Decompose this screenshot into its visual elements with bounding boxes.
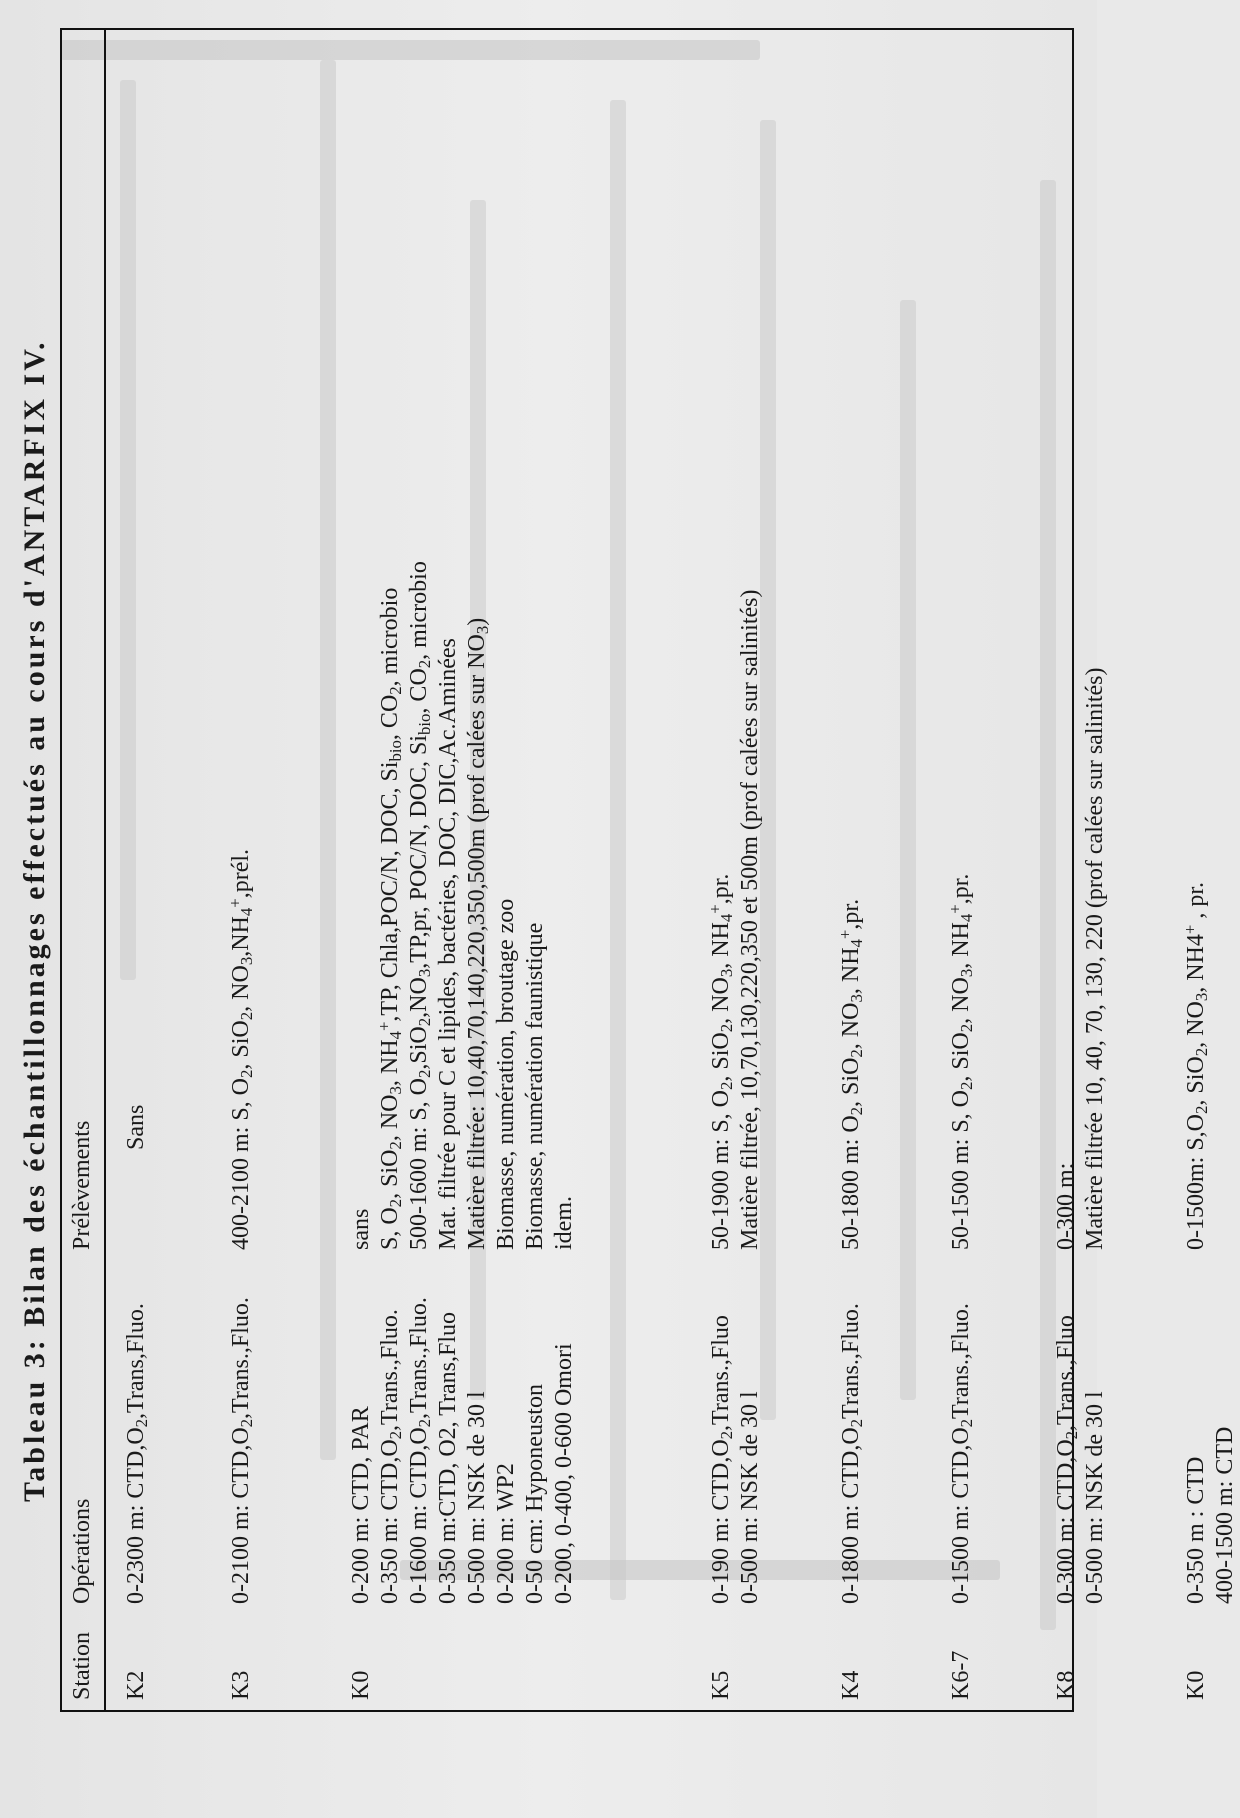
prelevement-line: 400-2100 m: S, $O_2$, SiO$_2$, $NO_3,NH_4^+,prél$. xyxy=(225,848,257,1250)
operation-line: 0-500 m: NSK de 30 l xyxy=(464,1391,490,1604)
operation-line: 0-350 m: $CTD,O_2,Trans.,Fluo$. xyxy=(377,1309,406,1604)
operation-line: 0-200, 0-400, 0-600 Omori xyxy=(551,1343,577,1604)
operation-line: 0-350 m : CTD xyxy=(1183,1456,1209,1604)
prelevement-line: Matière filtrée 10, 40, 70, 130, 220 (prof calées sur salinités) xyxy=(1082,667,1108,1250)
prelevements-cell xyxy=(347,561,579,1250)
operation-line: 0-2300 m: $CTD,O_2,Trans,Fluo$. xyxy=(123,1303,152,1604)
table-title: Tableau 3: Bilan des échantillonnages effectués au cours d'ANTARFIX IV. xyxy=(18,339,51,1502)
header-station: Station xyxy=(69,1631,95,1700)
station-cell: K2 xyxy=(123,1670,149,1700)
operation-line: 0-190 m: $CTD,O_2,Trans.,Fluo$ xyxy=(708,1315,737,1604)
prelevements-cell xyxy=(1182,882,1211,1250)
prelevement-line: 50-1800 m: $O_2$, SiO$_2$, $NO_3$, $NH_4^+,pr$. xyxy=(835,898,867,1250)
prelevement-line: Matière filtrée: 10,40,70,140,220,350,500m (prof calées sur $NO_3$) xyxy=(464,617,493,1250)
operations-cell xyxy=(1182,1212,1240,1604)
station-cell: K8 xyxy=(1053,1670,1079,1700)
station-cell: K6-7 xyxy=(948,1650,974,1700)
operation-line: 0-1600 m: $CTD,O_2,Trans.,Fluo$. xyxy=(406,1297,435,1604)
station-cell: K3 xyxy=(228,1670,254,1700)
prelevement-line: 0-1500m: $S,O_2$, SiO$_2$, $NO_3$, NH4+ , pr. xyxy=(1180,881,1212,1250)
prelevements-cell xyxy=(227,849,256,1250)
operation-line: 0-50 cm: Hyponeuston xyxy=(522,1384,548,1604)
station-cell: K5 xyxy=(708,1670,734,1700)
sampling-table xyxy=(60,28,1238,1712)
operations-cell xyxy=(707,1212,765,1604)
prelevement-line: Sans xyxy=(123,1104,149,1150)
prelevement-line: 0-300 m: xyxy=(1053,1162,1079,1250)
rotated-table-sheet xyxy=(10,12,1238,1812)
station-cell: K0 xyxy=(348,1670,374,1700)
prelevements-cell xyxy=(837,899,866,1250)
prelevements-cell xyxy=(947,874,976,1250)
prelevements-cell xyxy=(1052,668,1110,1251)
operation-line: 0-300 m: $CTD,O_2,Trans.,Fluo$ xyxy=(1053,1315,1082,1604)
operation-line: 0-1800 m: $CTD,O_2Trans.,Fluo$. xyxy=(838,1303,867,1604)
operation-line: 0-500 m: NSK de 30 l xyxy=(737,1391,763,1604)
operation-line: 0-200 m: WP2 xyxy=(493,1463,519,1604)
prelevement-line: Matière filtrée, 10,70,130,220,350 et 500m (prof calées sur salinités) xyxy=(737,589,763,1250)
operations-cell xyxy=(947,1212,976,1604)
operations-cell xyxy=(347,1212,579,1604)
prelevements-cell xyxy=(707,590,765,1250)
prelevement-line: sans xyxy=(348,1208,374,1250)
prelevement-line: idem. xyxy=(551,1196,577,1250)
operations-cell xyxy=(227,1212,256,1604)
operation-line: 0-1500 m: $CTD,O_2Trans.,Fluo$. xyxy=(948,1303,977,1604)
station-cell: K4 xyxy=(838,1670,864,1700)
operations-cell xyxy=(122,1212,151,1604)
operations-cell xyxy=(1052,1212,1110,1604)
station-cell: K0 xyxy=(1183,1670,1209,1700)
prelevement-line: 500-1600 m: S, $O_2,SiO_2,NO_3,TP,pr$, POC/N, DOC, $Si_{bio}$, $CO_2$, microbio xyxy=(406,561,435,1250)
prelevement-line: 50-1500 m: S, $O_2$, SiO$_2$, $NO_3$, $NH_4^+,pr$. xyxy=(945,873,977,1250)
prelevements-cell xyxy=(122,1105,151,1150)
operation-line: 0-200 m: CTD, PAR xyxy=(348,1406,374,1604)
header-operations: Opérations xyxy=(69,1498,95,1604)
prelevement-line: 50-1900 m: S, $O_2$, SiO$_2$, $NO_3$, $NH_4^+,pr$. xyxy=(705,873,737,1250)
operation-line: 0-350 m:CTD, O2, Trans,Fluo xyxy=(435,1311,461,1604)
operation-line: 0-500 m: NSK de 30 l xyxy=(1082,1391,1108,1604)
prelevement-line: Mat. filtrée pour C et lipides, bactéries, DOC, DIC,Ac.Aminées xyxy=(435,638,461,1250)
operation-line: 0-2100 m: $CTD,O_2,Trans.,Fluo$. xyxy=(228,1297,257,1604)
operations-cell xyxy=(837,1212,866,1604)
prelevement-line: S, $O_2$, SiO$_2$, $NO_3$, $NH_4^+,TP$, Chla,POC/N, DOC, $Si_{bio}$, $CO_2$, microbio xyxy=(374,587,406,1250)
header-prelevements: Prélèvements xyxy=(69,1120,95,1250)
prelevement-line: Biomasse, numération faunistique xyxy=(522,922,548,1250)
operation-line: 400-1500 m: CTD xyxy=(1212,1426,1238,1604)
header-rule xyxy=(104,30,106,1710)
prelevement-line: Biomasse, numération, broutage zoo xyxy=(493,898,519,1250)
